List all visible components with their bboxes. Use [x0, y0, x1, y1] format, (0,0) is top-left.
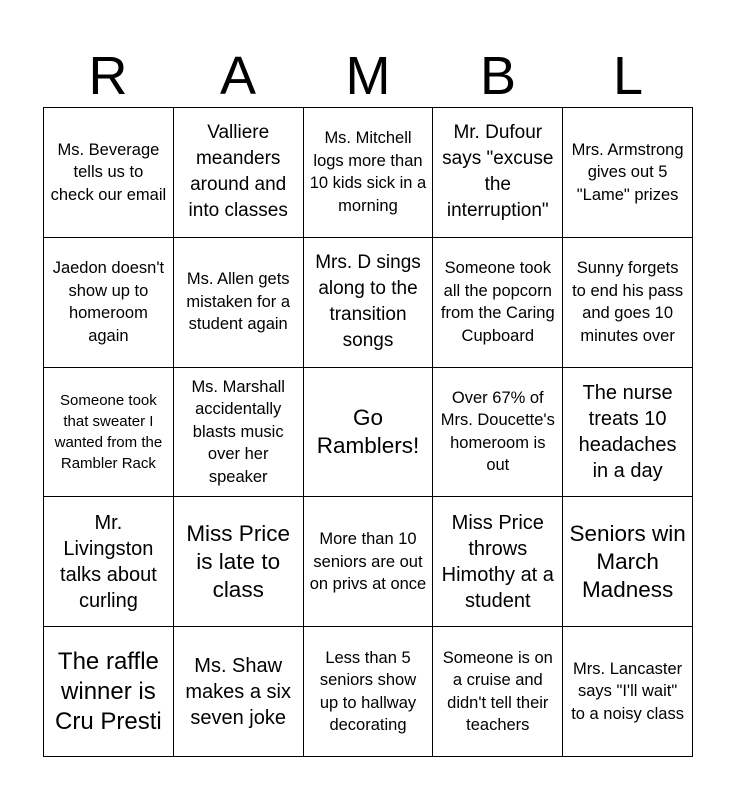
cell-text: Valliere meanders around and into classes	[188, 122, 288, 222]
cell-text: Mr. Dufour says "excuse the interruption"	[442, 122, 554, 222]
free-space-cell[interactable]	[304, 368, 434, 498]
cell-text: Go Ramblers!	[316, 404, 420, 458]
cell-text: Ms. Allen gets mistaken for a student again	[186, 270, 290, 334]
header-letter-l: L	[612, 46, 644, 106]
bingo-cell[interactable]	[433, 108, 563, 238]
cell-text: Miss Price is late to class	[186, 520, 291, 602]
cell-text: Ms. Beverage tells us to check our email	[50, 140, 167, 204]
cell-text: Miss Price throws Himothy at a student	[441, 511, 554, 612]
bingo-cell[interactable]	[44, 627, 174, 757]
cell-text: Someone took all the popcorn from the Caring Cupboard	[440, 259, 555, 345]
cell-text: Ms. Mitchell logs more than 10 kids sick in a morning	[309, 129, 427, 215]
cell-text: Mrs. Armstrong gives out 5 "Lame" prizes	[571, 140, 684, 204]
bingo-cell[interactable]	[304, 238, 434, 368]
bingo-cell[interactable]	[304, 108, 434, 238]
bingo-cell[interactable]	[174, 108, 304, 238]
bingo-cell[interactable]	[174, 497, 304, 627]
cell-text: Mrs. Lancaster says "I'll wait" to a noisy class	[571, 659, 684, 723]
cell-text: Seniors win March Madness	[569, 520, 686, 602]
header-letter-r: R	[88, 46, 128, 106]
bingo-cell[interactable]	[44, 368, 174, 498]
bingo-cell[interactable]	[174, 627, 304, 757]
bingo-cell[interactable]	[304, 627, 434, 757]
cell-text: Over 67% of Mrs. Doucette's homeroom is out	[440, 388, 555, 475]
bingo-board	[43, 107, 693, 757]
bingo-cell[interactable]	[44, 238, 174, 368]
bingo-cell[interactable]	[44, 497, 174, 627]
cell-text: The nurse treats 10 headaches in a day	[578, 381, 677, 482]
bingo-cell[interactable]	[563, 108, 693, 238]
bingo-cell[interactable]	[433, 238, 563, 368]
cell-text: Sunny forgets to end his pass and goes 10 minutes over	[572, 259, 684, 345]
header-letter-a: A	[219, 46, 257, 106]
cell-text: Someone is on a cruise and didn't tell their teachers	[442, 648, 553, 735]
bingo-cell[interactable]	[433, 497, 563, 627]
bingo-cell[interactable]	[563, 238, 693, 368]
cell-text: Ms. Marshall accidentally blasts music over her speaker	[191, 377, 285, 486]
cell-text: Mr. Livingston talks about curling	[60, 511, 157, 612]
bingo-cell[interactable]	[304, 497, 434, 627]
bingo-cell[interactable]	[174, 238, 304, 368]
bingo-cell[interactable]	[433, 627, 563, 757]
cell-text: Less than 5 seniors show up to hallway decorating	[319, 648, 417, 735]
cell-text: Someone took that sweater I wanted from the Rambler Rack	[54, 391, 163, 472]
cell-text: Ms. Shaw makes a six seven joke	[185, 654, 291, 729]
cell-text: The raffle winner is Cru Presti	[55, 647, 162, 735]
cell-text: More than 10 seniors are out on privs at once	[309, 530, 427, 594]
header-letter-m: M	[345, 46, 391, 106]
bingo-cell[interactable]	[44, 108, 174, 238]
bingo-cell[interactable]	[563, 627, 693, 757]
bingo-cell[interactable]	[174, 368, 304, 498]
bingo-cell[interactable]	[563, 368, 693, 498]
cell-text: Jaedon doesn't show up to homeroom again	[52, 259, 165, 345]
bingo-cell[interactable]	[563, 497, 693, 627]
header-letter-b: B	[479, 46, 517, 106]
cell-text: Mrs. D sings along to the transition songs	[315, 252, 421, 352]
bingo-header	[43, 44, 693, 108]
bingo-cell[interactable]	[433, 368, 563, 498]
